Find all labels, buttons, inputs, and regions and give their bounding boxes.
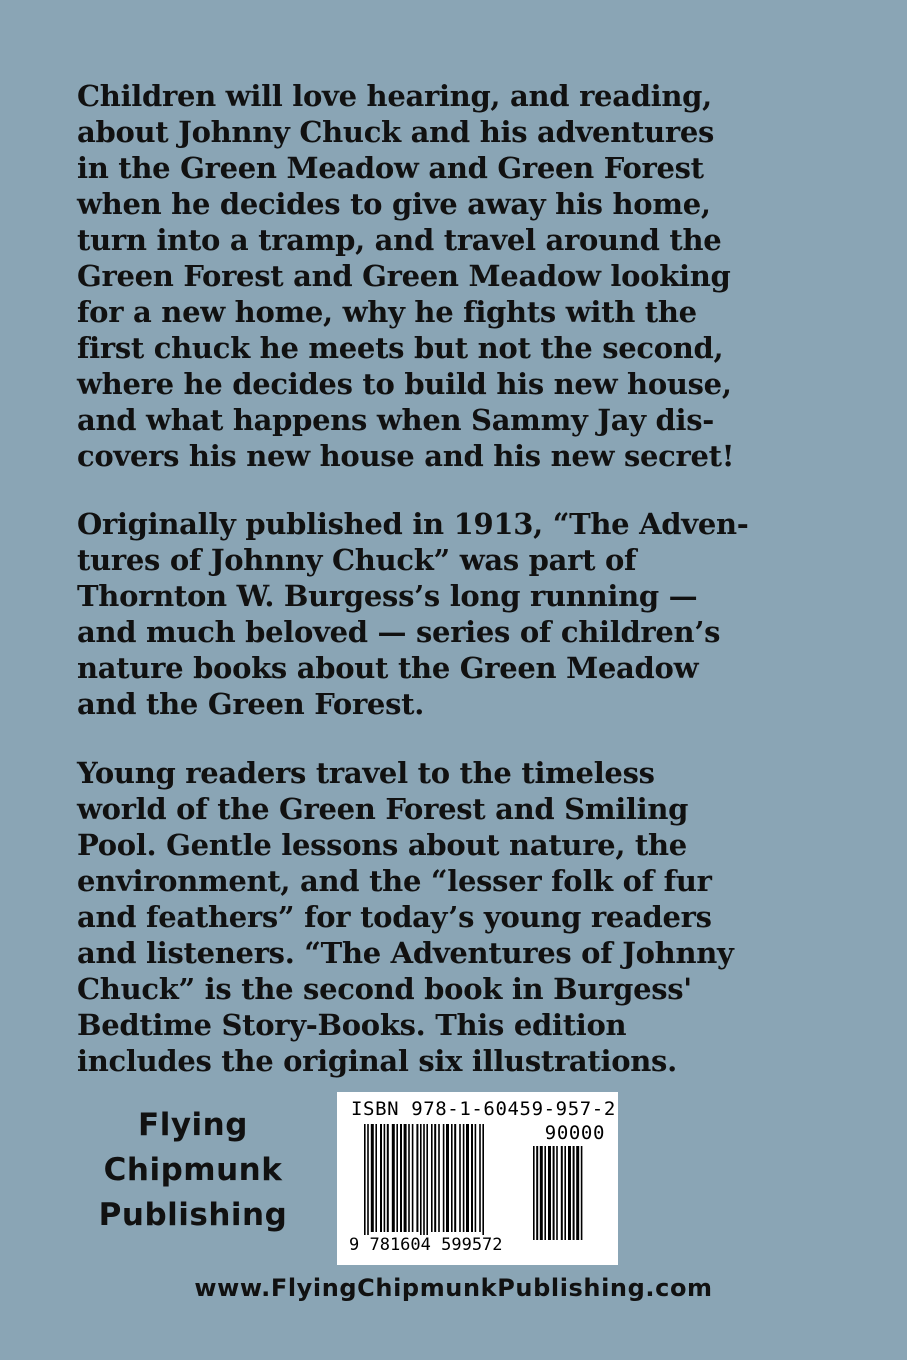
barcode-stripe [544,1146,546,1240]
isbn-label: ISBN 978-1-60459-957-2 [351,1098,616,1120]
blurb-line: and what happens when Sammy Jay dis- [77,403,715,437]
barcode-stripe [459,1124,461,1232]
barcode-stripe [364,1124,366,1242]
barcode-addon-bars-icon [533,1146,603,1244]
barcode-stripe [536,1146,538,1240]
barcode-stripe [384,1124,386,1232]
blurb-line: where he decides to build his new house, [77,367,732,401]
blurb-line: and the Green Forest. [77,687,424,721]
barcode-stripe [479,1124,481,1232]
publisher-name [68,1103,318,1238]
barcode-stripe [438,1124,440,1232]
barcode-stripe [466,1124,469,1232]
barcode-stripe [400,1124,402,1232]
barcode-stripe [556,1146,558,1240]
publisher-line: Flying [138,1107,248,1143]
barcode-stripe [548,1146,551,1240]
barcode-stripe [475,1124,477,1232]
blurb-line: for a new home, why he fights with the [77,295,697,329]
barcode-digits: 9 781604 599572 [349,1235,503,1255]
blurb-line: tures of Johnny Chuck” was part of [77,543,637,577]
blurb-paragraph-2 [77,506,797,722]
blurb-line: Bedtime Story-Books. This edition [77,1008,627,1042]
blurb-line: and feathers” for today’s young readers [77,900,712,934]
barcode-stripe [576,1146,579,1240]
blurb-line: includes the original six illustrations. [77,1044,677,1078]
barcode-stripe [443,1124,445,1232]
blurb-line: Pool. Gentle lessons about nature, the [77,828,687,862]
barcode-stripe [380,1124,382,1232]
barcode-stripe [412,1124,414,1232]
barcode-stripe [561,1146,563,1240]
barcode-stripe [387,1124,389,1232]
barcode-stripe [420,1124,422,1242]
blurb-line: about Johnny Chuck and his adventures [77,115,715,149]
barcode-stripe [446,1124,449,1232]
barcode-stripe [408,1124,410,1232]
barcode-stripe [431,1124,433,1232]
publisher-website: www.FlyingChipmunkPublishing.com [194,1274,713,1302]
blurb-line: and much beloved — series of children’s [77,615,721,649]
blurb-line: Chuck” is the second book in Burgess' [77,972,692,1006]
barcode-stripe [416,1124,418,1232]
barcode-stripe [454,1124,456,1232]
barcode-stripe [568,1146,571,1240]
blurb-line: nature books about the Green Meadow [77,651,699,685]
barcode-stripe [423,1124,425,1242]
barcode-stripe [581,1146,583,1240]
publisher-line: Publishing [98,1197,288,1233]
barcode-stripe [533,1146,535,1240]
barcode-stripe [463,1124,465,1232]
blurb-line: Thornton W. Burgess’s long running — [77,579,698,613]
barcode-stripe [553,1146,555,1240]
blurb-line: when he decides to give away his home, [77,187,711,221]
isbn-barcode [337,1092,618,1265]
price-code: 90000 [544,1122,605,1144]
blurb-line: covers his new house and his new secret! [77,439,735,473]
barcode-stripe [573,1146,575,1240]
barcode-stripe [375,1124,377,1232]
blurb-line: Originally published in 1913, “The Adven- [77,507,749,541]
barcode-stripe [396,1124,398,1232]
blurb-line: world of the Green Forest and Smiling [77,792,689,826]
blurb-line: first chuck he meets but not the second, [77,331,724,365]
blurb-line: environment, and the “lesser folk of fur [77,864,712,898]
publisher-line: Chipmunk [103,1152,283,1188]
blurb-paragraph-1 [77,78,797,474]
barcode-stripe [482,1124,484,1242]
barcode-stripe [392,1124,395,1232]
blurb-line: turn into a tramp, and travel around the [77,223,722,257]
barcode-stripe [426,1124,428,1242]
blurb-line: Green Forest and Green Meadow looking [77,259,731,293]
barcode-stripe [471,1124,473,1232]
barcode-stripe [367,1124,369,1242]
blurb-paragraph-3 [77,755,797,1079]
barcode-stripe [434,1124,436,1232]
barcode-stripe [371,1124,374,1232]
barcode-stripe [540,1146,543,1240]
barcode-bars-icon [364,1124,524,1244]
barcode-stripe [451,1124,453,1232]
blurb-line: and listeners. “The Adventures of Johnny [77,936,734,970]
blurb-line: Children will love hearing, and reading, [77,79,712,113]
barcode-stripe [564,1146,566,1240]
barcode-stripe [404,1124,407,1232]
blurb-line: in the Green Meadow and Green Forest [77,151,704,185]
blurb-line: Young readers travel to the timeless [77,756,655,790]
